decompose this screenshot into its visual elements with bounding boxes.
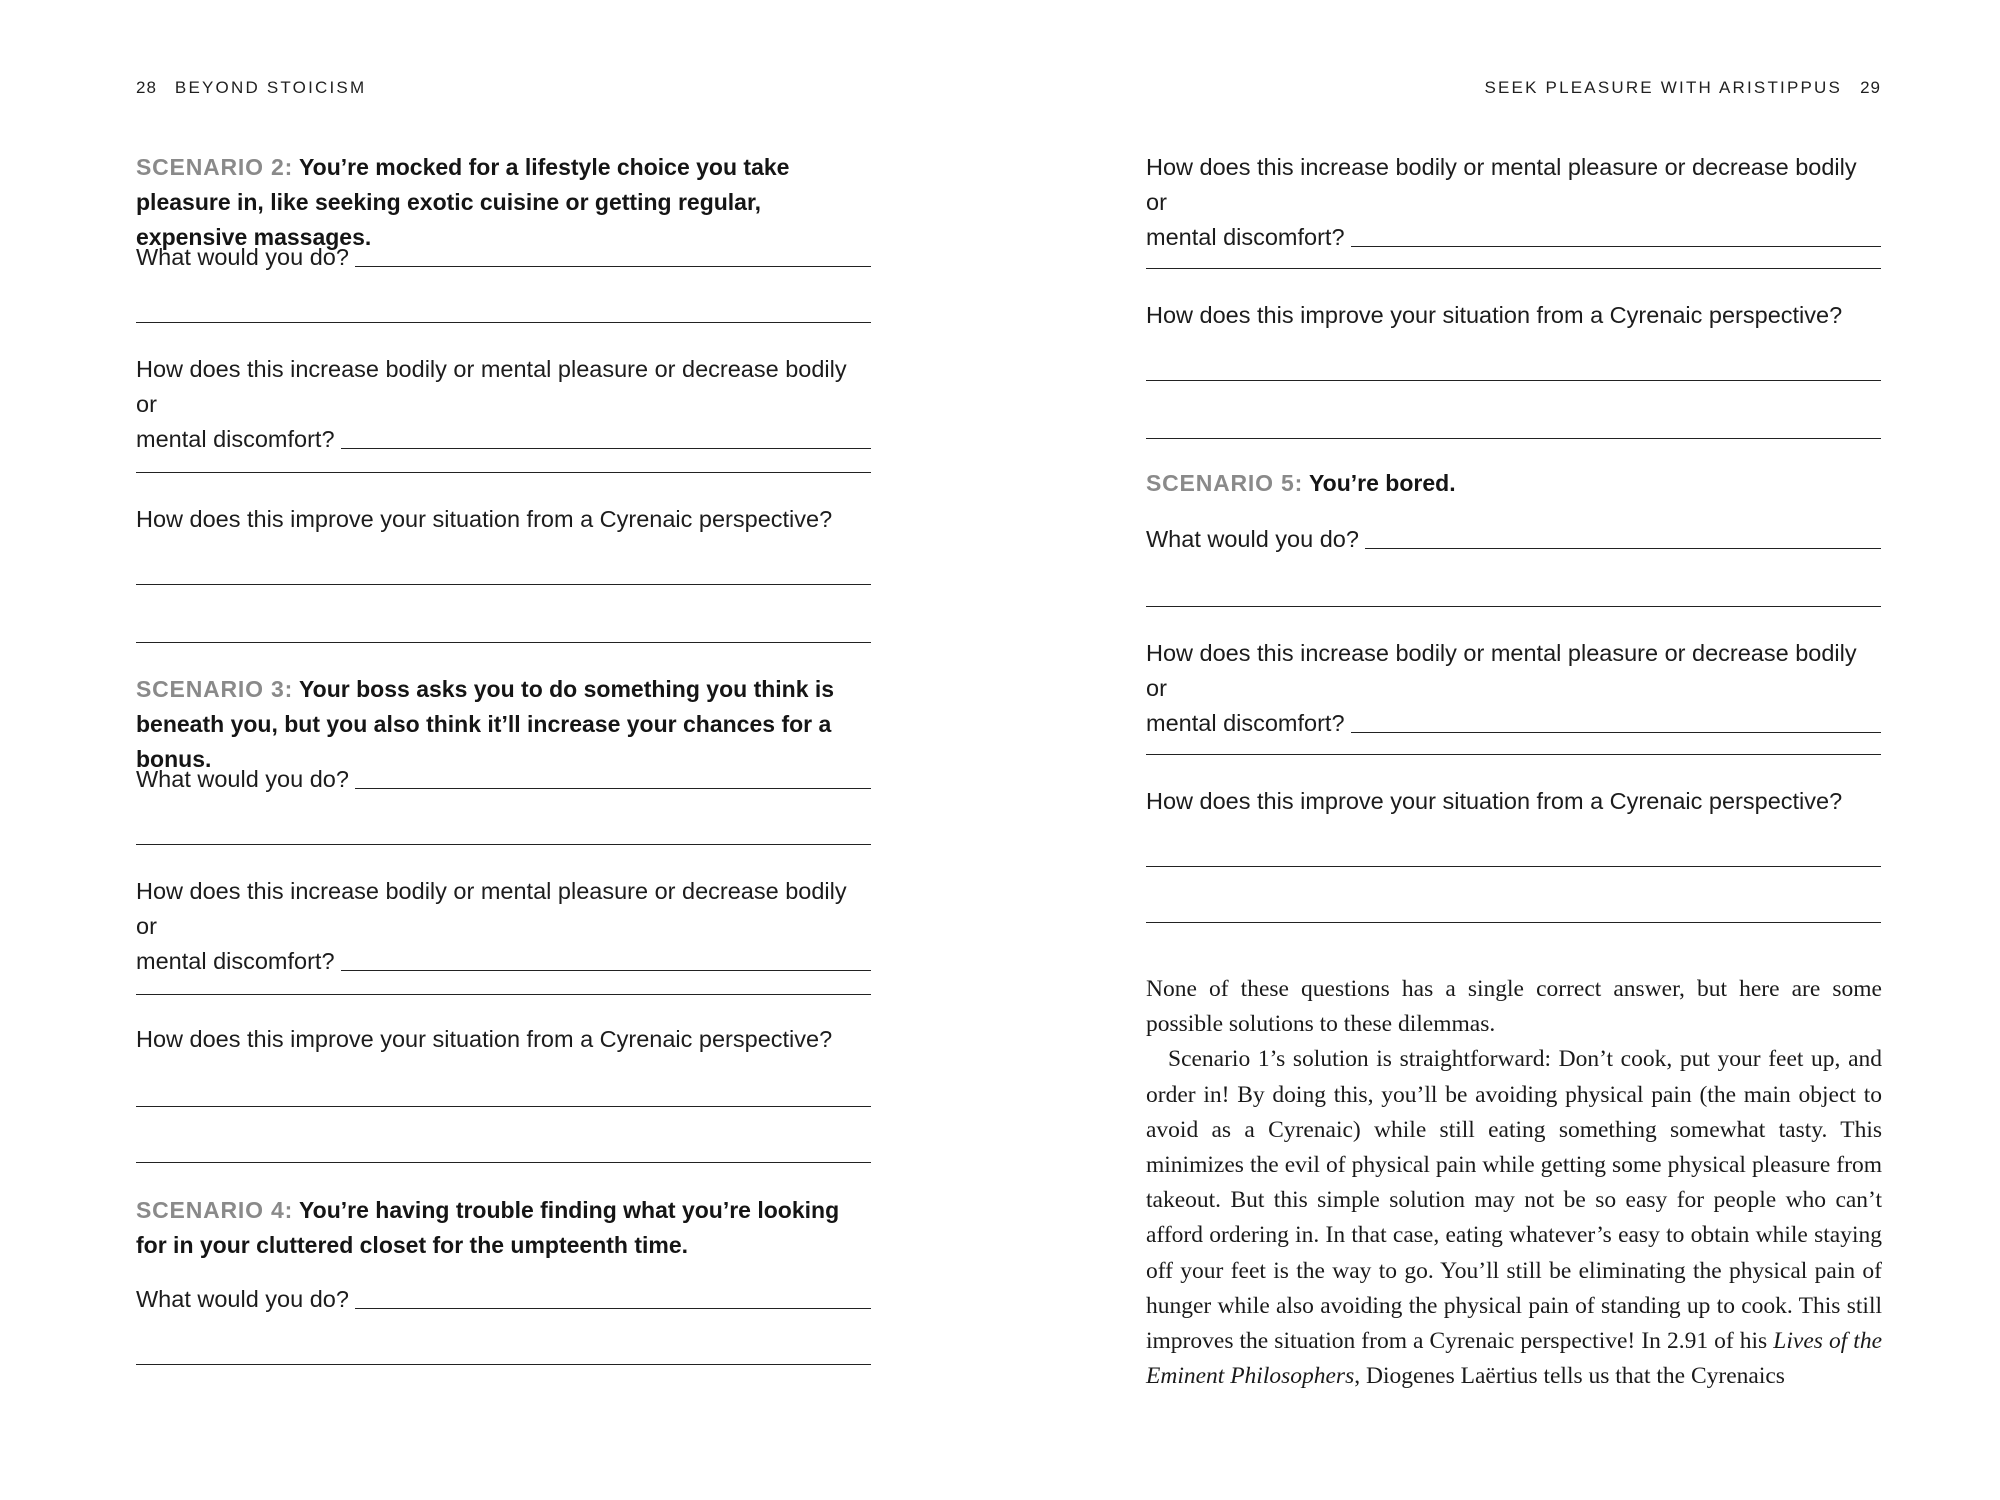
question-label: How does this increase bodily or mental pleasure or decrease bodily or — [136, 878, 847, 939]
right-page — [1146, 0, 1881, 1500]
what-would-you-do-4 — [136, 1282, 871, 1317]
answer-line[interactable] — [1365, 548, 1881, 549]
question-label: mental discomfort? — [136, 426, 335, 452]
question-label: What would you do? — [1146, 526, 1359, 552]
answer-line[interactable] — [355, 788, 871, 789]
cyrenaic-question-4 — [1146, 298, 1881, 333]
answer-line[interactable] — [1146, 268, 1881, 269]
left-page — [136, 0, 871, 1500]
question-label: What would you do? — [136, 1286, 349, 1312]
what-would-you-do-5 — [1146, 522, 1881, 557]
answer-line[interactable] — [136, 1106, 871, 1107]
answer-line[interactable] — [136, 844, 871, 845]
question-label: How does this increase bodily or mental pleasure or decrease bodily or — [1146, 154, 1857, 215]
answer-line[interactable] — [136, 994, 871, 995]
question-label: mental discomfort? — [1146, 224, 1345, 250]
paragraph — [1146, 1042, 1882, 1394]
scenario-text: You’re mocked for a lifestyle choice you take pleasure in, like seeking exotic cuisine or getting regular, expensive massages. — [136, 154, 790, 250]
running-head-left — [136, 78, 366, 98]
cyrenaic-question-5 — [1146, 784, 1881, 819]
cyrenaic-question-3 — [136, 1022, 871, 1057]
pleasure-question-4 — [1146, 150, 1881, 255]
answer-line[interactable] — [1146, 380, 1881, 381]
pleasure-question-2 — [136, 352, 871, 457]
what-would-you-do-3 — [136, 762, 871, 797]
question-label: mental discomfort? — [136, 948, 335, 974]
pleasure-question-5 — [1146, 636, 1881, 741]
answer-line[interactable] — [1146, 438, 1881, 439]
question-label: What would you do? — [136, 244, 349, 270]
running-title: SEEK PLEASURE WITH ARISTIPPUS — [1484, 78, 1843, 97]
answer-line[interactable] — [341, 448, 871, 449]
scenario-tag: SCENARIO 5: — [1146, 470, 1304, 496]
answer-line[interactable] — [136, 1364, 871, 1365]
running-head-right — [1484, 78, 1881, 98]
answer-line[interactable] — [355, 1308, 871, 1309]
scenario-5 — [1146, 466, 1881, 501]
answer-line[interactable] — [1146, 866, 1881, 867]
scenario-text: You’re bored. — [1309, 470, 1456, 496]
answer-line[interactable] — [1351, 732, 1881, 733]
scenario-text: You’re having trouble finding what you’re looking for in your cluttered closet for the umpteenth time. — [136, 1197, 840, 1258]
answer-line[interactable] — [355, 266, 871, 267]
question-label: How does this improve your situation from a Cyrenaic perspective? — [136, 506, 833, 532]
question-label: What would you do? — [136, 766, 349, 792]
answer-line[interactable] — [1146, 754, 1881, 755]
pleasure-question-3 — [136, 874, 871, 979]
body-text — [1146, 972, 1882, 1394]
answer-line[interactable] — [136, 1162, 871, 1163]
answer-line[interactable] — [1351, 246, 1881, 247]
answer-line[interactable] — [1146, 606, 1881, 607]
scenario-tag: SCENARIO 4: — [136, 1197, 294, 1223]
answer-line[interactable] — [136, 472, 871, 473]
paragraph-text: , Diogenes Laërtius tells us that the Cyrenaics — [1354, 1363, 1785, 1390]
running-title: BEYOND STOICISM — [174, 78, 367, 97]
book-title: Lives of the Eminent Philosophers — [1146, 1328, 1883, 1390]
question-label: How does this increase bodily or mental pleasure or decrease bodily or — [1146, 640, 1857, 701]
answer-line[interactable] — [1146, 922, 1881, 923]
page-number: 28 — [136, 78, 157, 97]
page-number: 29 — [1860, 78, 1881, 97]
scenario-text: Your boss asks you to do something you think is beneath you, but you also think it’ll increase your chances for a bonus. — [136, 676, 835, 772]
what-would-you-do-2 — [136, 240, 871, 275]
scenario-4 — [136, 1193, 871, 1263]
question-label: mental discomfort? — [1146, 710, 1345, 736]
scenario-tag: SCENARIO 2: — [136, 154, 294, 180]
cyrenaic-question-2 — [136, 502, 871, 537]
paragraph-text: Scenario 1’s solution is straightforward: Don’t cook, put your feet up, and order in! By doing this, you’ll be avoiding physical pain (the main object to avoid as a Cyrenaic) while still eating something somewhat tasty. This minimizes the evil of physical pain while getting some physical pleasure from takeout. But this simple solution may not be so easy for people who can’t afford ordering in. In that case, eating whatever’s easy to obtain while staying off your feet is the way to go. You’ll still be eliminating the physical pain of hunger while also avoiding the physical pain of standing up to cook. This still improves the situation from a Cyrenaic perspective! In 2.91 of his — [1146, 1046, 1882, 1355]
answer-line[interactable] — [341, 970, 871, 971]
paragraph: None of these questions has a single correct answer, but here are some possible solutions to these dilemmas. — [1146, 976, 1882, 1038]
question-label: How does this increase bodily or mental pleasure or decrease bodily or — [136, 356, 847, 417]
question-label: How does this improve your situation from a Cyrenaic perspective? — [1146, 302, 1843, 328]
answer-line[interactable] — [136, 322, 871, 323]
question-label: How does this improve your situation from a Cyrenaic perspective? — [1146, 788, 1843, 814]
answer-line[interactable] — [136, 584, 871, 585]
scenario-tag: SCENARIO 3: — [136, 676, 294, 702]
question-label: How does this improve your situation from a Cyrenaic perspective? — [136, 1026, 833, 1052]
answer-line[interactable] — [136, 642, 871, 643]
